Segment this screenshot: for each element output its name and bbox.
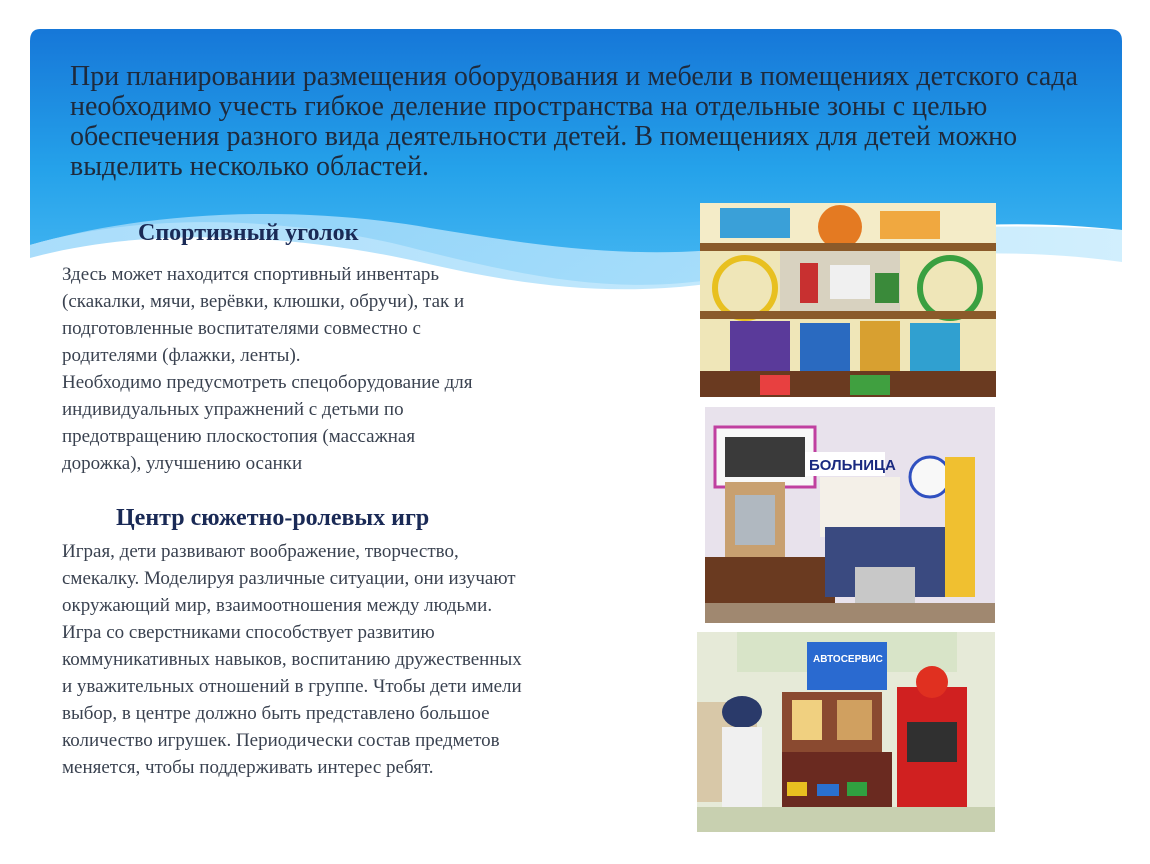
role-play-heading: Центр сюжетно-ролевых игр xyxy=(116,505,430,531)
photo-hospital-play-area xyxy=(705,407,995,623)
text-line: (скакалки, мячи, верёвки, клюшки, обручи), так и xyxy=(62,291,465,312)
sport-corner-heading: Спортивный уголок xyxy=(138,220,359,246)
text-line: количество игрушек. Периодически состав предметов xyxy=(62,730,500,751)
text-line: родителями (флажки, ленты). xyxy=(62,345,301,366)
text-line: выбор, в центре должно быть представлено большое xyxy=(62,703,490,724)
text-line: подготовленные воспитателями совместно с xyxy=(62,318,421,339)
text-line: Необходимо предусмотреть спецоборудование для xyxy=(62,372,473,393)
text-line: коммуникативных навыков, воспитанию дружественных xyxy=(62,649,522,670)
role-play-text xyxy=(62,538,642,781)
photo-sports-corner xyxy=(700,203,996,397)
sign-autoservice: АВТОСЕРВИС xyxy=(813,654,883,665)
text-line: смекалку. Моделируя различные ситуации, они изучают xyxy=(62,568,516,589)
text-line: дорожка), улучшению осанки xyxy=(62,453,303,474)
text-line: окружающий мир, взаимоотношения между людьми. xyxy=(62,595,493,616)
photo-autoservice-play-area xyxy=(697,632,995,832)
text-line: Игра со сверстниками способствует развитию xyxy=(62,622,435,643)
text-line: и уважительных отношений в группе. Чтобы дети имели xyxy=(62,676,522,697)
text-line: индивидуальных упражнений с детьми по xyxy=(62,399,404,420)
intro-paragraph: При планировании размещения оборудования и мебели в помещениях детского сада необходимо учесть гибкое деление пространства на отдельные зоны с целью обеспечения разного вида деятельности детей. В помещениях для детей можно выделить несколько областей. xyxy=(70,61,1078,182)
sport-corner-text xyxy=(62,261,662,477)
text-line: предотвращению плоскостопия (массажная xyxy=(62,426,416,447)
text-line: Здесь может находится спортивный инвентарь xyxy=(62,264,440,285)
text-line: Играя, дети развивают воображение, творчество, xyxy=(62,541,459,562)
text-line: меняется, чтобы поддерживать интерес ребят. xyxy=(62,757,434,778)
sign-hospital: БОЛЬНИЦА xyxy=(809,457,896,474)
